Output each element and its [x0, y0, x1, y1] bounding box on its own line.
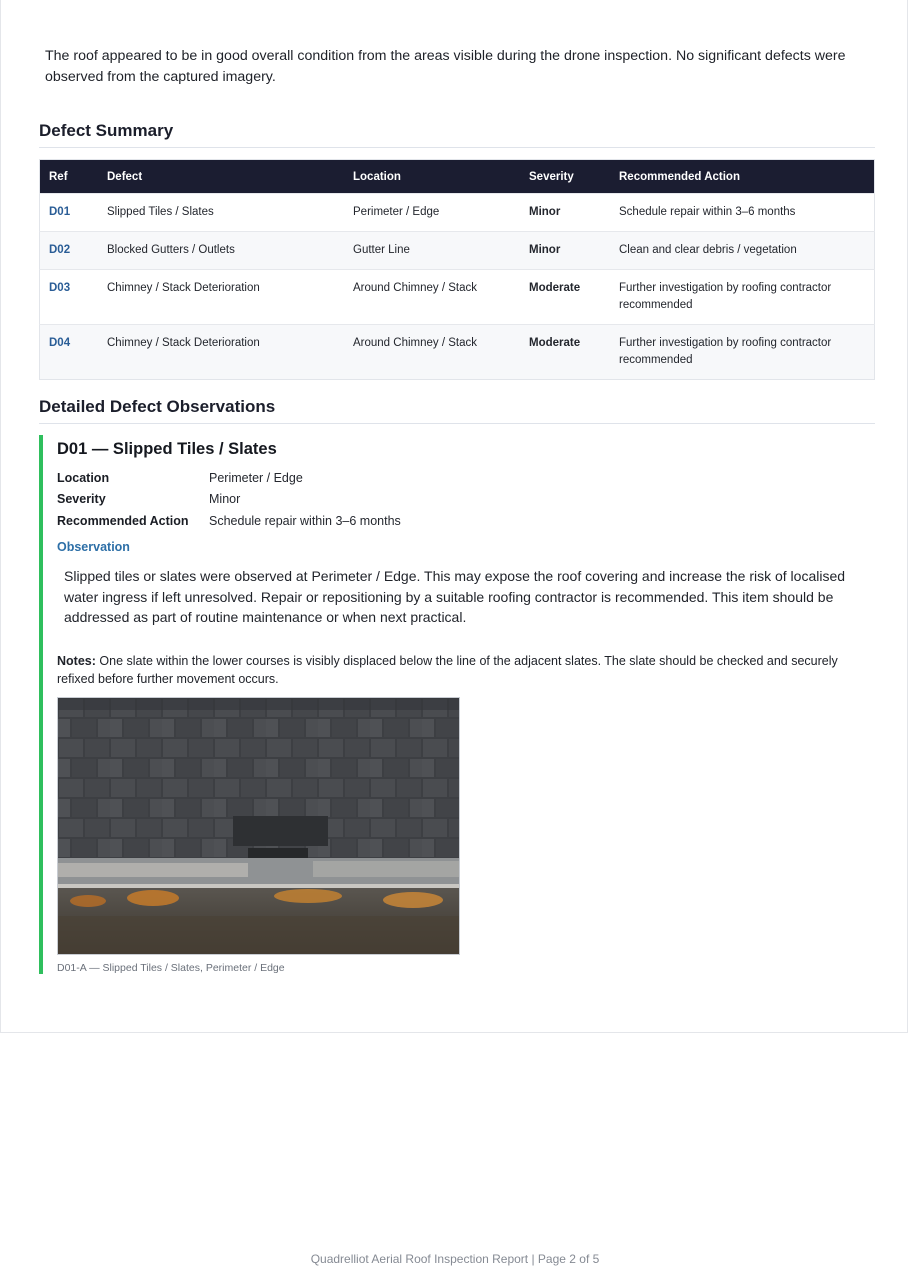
page-footer: Quadrelliot Aerial Roof Inspection Report | Page 2 of 5: [310, 1252, 600, 1266]
defect-ref-link[interactable]: D03: [40, 270, 99, 325]
action-label: Recommended Action: [57, 514, 189, 528]
location-cell: Gutter Line: [344, 232, 520, 270]
severity-cell: Minor: [520, 194, 610, 232]
severity-cell: Moderate: [520, 325, 610, 380]
defect-cell: Blocked Gutters / Outlets: [98, 232, 344, 270]
column-header-action: Recommended Action: [610, 160, 875, 194]
column-header-location: Location: [344, 160, 520, 194]
severity-row: [57, 491, 240, 507]
defect-ref-link[interactable]: D02: [40, 232, 99, 270]
table-row: [40, 325, 875, 380]
defect-ref-link[interactable]: D04: [40, 325, 99, 380]
action-row: [57, 513, 401, 529]
location-cell: Around Chimney / Stack: [344, 270, 520, 325]
roof-photo-illustration: [58, 698, 459, 954]
notes-paragraph: [57, 652, 857, 688]
defect-cell: Chimney / Stack Deterioration: [98, 270, 344, 325]
column-header-severity: Severity: [520, 160, 610, 194]
defect-detail-title: D01 — Slipped Tiles / Slates: [57, 440, 277, 458]
severity-value: Minor: [209, 492, 241, 506]
roof-photo: [57, 697, 460, 955]
photo-caption: D01-A — Slipped Tiles / Slates, Perimeter / Edge: [57, 962, 285, 974]
action-cell: Clean and clear debris / vegetation: [610, 232, 875, 270]
column-header-ref: Ref: [40, 160, 99, 194]
location-row: [57, 470, 303, 486]
defect-summary-title: Defect Summary: [39, 121, 875, 148]
action-cell: Further investigation by roofing contractor recommended: [610, 270, 875, 325]
location-cell: Around Chimney / Stack: [344, 325, 520, 380]
column-header-defect: Defect: [98, 160, 344, 194]
severity-label: Severity: [57, 492, 106, 506]
intro-paragraph: The roof appeared to be in good overall condition from the areas visible during the drone inspection. No significant defects were observed from the captured imagery.: [45, 48, 846, 85]
action-cell: Further investigation by roofing contractor recommended: [610, 325, 875, 380]
action-cell: Schedule repair within 3–6 months: [610, 194, 875, 232]
severity-cell: Minor: [520, 232, 610, 270]
severity-cell: Moderate: [520, 270, 610, 325]
observation-text: Slipped tiles or slates were observed at Perimeter / Edge. This may expose the roof covering and increase the risk of localised water ingress if left unresolved. Repair or repositioning by a suitable roofing contractor is recommended. This item should be addressed as part of routine maintenance or when next practical.: [64, 568, 846, 625]
observation-heading: Observation: [57, 540, 130, 554]
table-header-row: [40, 160, 875, 194]
table-row: [40, 232, 875, 270]
defect-detail-card: [39, 435, 875, 974]
table-row: [40, 270, 875, 325]
detailed-observations-title: Detailed Defect Observations: [39, 397, 875, 424]
notes-text: One slate within the lower courses is visibly displaced below the line of the adjacent slates. The slate should be checked and securely refixed before further movement occurs.: [57, 654, 838, 686]
location-value: Perimeter / Edge: [209, 471, 303, 485]
location-label: Location: [57, 471, 110, 485]
table-row: [40, 194, 875, 232]
defect-summary-table: [39, 159, 875, 380]
notes-label: Notes:: [57, 654, 96, 668]
defect-cell: Slipped Tiles / Slates: [98, 194, 344, 232]
action-value: Schedule repair within 3–6 months: [209, 514, 401, 528]
defect-cell: Chimney / Stack Deterioration: [98, 325, 344, 380]
defect-ref-link[interactable]: D01: [40, 194, 99, 232]
location-cell: Perimeter / Edge: [344, 194, 520, 232]
